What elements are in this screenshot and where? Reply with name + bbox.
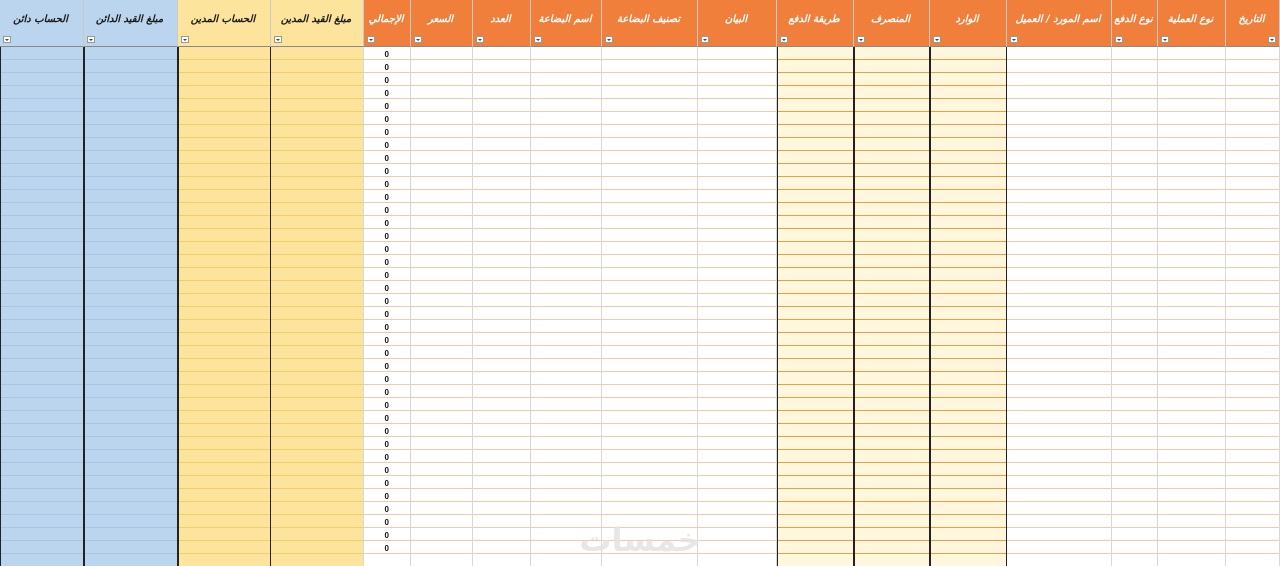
filter-dropdown-icon[interactable] [1161,36,1169,43]
total-cell[interactable]: 0 [384,453,389,462]
column-credit-account [0,0,84,566]
total-cell[interactable]: 0 [384,427,389,436]
total-cell[interactable]: 0 [384,440,389,449]
header-debit-account[interactable] [178,0,271,47]
column-cells[interactable] [1226,47,1280,566]
filter-dropdown-icon[interactable] [414,36,422,43]
total-cell[interactable]: 0 [384,401,389,410]
filter-dropdown-icon[interactable] [274,36,282,43]
total-cell[interactable]: 0 [384,232,389,241]
column-item-category [602,0,698,566]
column-cells[interactable] [271,47,364,566]
filter-dropdown-icon[interactable] [367,36,375,43]
filter-dropdown-icon[interactable] [605,36,613,43]
column-cells[interactable] [777,47,854,566]
header-label: البيان [724,14,748,25]
total-cell[interactable]: 0 [384,414,389,423]
header-total[interactable] [364,0,411,47]
filter-dropdown-icon[interactable] [1268,36,1276,43]
filter-dropdown-icon[interactable] [87,36,95,43]
header-payment-type[interactable] [1112,0,1158,47]
header-label: السعر [427,14,454,25]
total-cell[interactable]: 0 [384,76,389,85]
total-cell[interactable]: 0 [384,128,389,137]
total-cell[interactable]: 0 [384,388,389,397]
header-credit-amount[interactable] [84,0,178,47]
header-debit-amount[interactable] [271,0,364,47]
total-cell[interactable]: 0 [384,89,389,98]
header-price[interactable] [411,0,473,47]
header-label: طريقة الدفع [788,14,840,25]
filter-dropdown-icon[interactable] [3,36,11,43]
header-item-name[interactable] [531,0,602,47]
header-label: تصنيف البضاعة [616,14,681,25]
column-cells[interactable] [473,47,531,566]
header-quantity[interactable] [473,0,531,47]
header-label: مبلغ القيد الدائن [95,14,164,25]
filter-dropdown-icon[interactable] [534,36,542,43]
total-cell[interactable]: 0 [384,297,389,306]
total-cell[interactable]: 0 [384,479,389,488]
total-cell[interactable]: 0 [384,115,389,124]
total-cell[interactable]: 0 [384,518,389,527]
column-cells[interactable] [84,47,178,566]
column-statement [698,0,777,566]
header-incoming[interactable] [930,0,1007,47]
header-label: الوارد [955,14,979,25]
total-cell[interactable]: 0 [384,63,389,72]
header-payment-method[interactable] [777,0,854,47]
header-party-name[interactable] [1007,0,1112,47]
header-label: نوع الدفع [1114,14,1153,25]
column-cells[interactable] [1007,47,1112,566]
watermark-logo: خمسات [579,521,701,559]
total-cell[interactable]: 0 [384,206,389,215]
header-label: المنصرف [870,14,911,25]
header-item-category[interactable] [602,0,698,47]
column-quantity [473,0,531,566]
filter-dropdown-icon[interactable] [857,36,865,43]
header-label: اسم البضاعة [538,14,592,25]
total-cell[interactable]: 0 [384,219,389,228]
total-cell[interactable]: 0 [384,154,389,163]
column-cells[interactable] [854,47,930,566]
column-operation-type [1158,0,1226,566]
total-cell[interactable]: 0 [384,336,389,345]
column-cells[interactable] [698,47,777,566]
header-statement[interactable] [698,0,777,47]
total-cell[interactable]: 0 [384,50,389,59]
column-cells[interactable] [602,47,698,566]
column-cells[interactable] [364,47,411,566]
column-cells[interactable] [531,47,602,566]
column-credit-amount [84,0,178,566]
column-cells[interactable] [930,47,1007,566]
filter-dropdown-icon[interactable] [780,36,788,43]
column-incoming [930,0,1007,566]
header-outgoing[interactable] [854,0,930,47]
total-cell[interactable]: 0 [384,102,389,111]
column-payment-type [1112,0,1158,566]
column-price [411,0,473,566]
total-cell[interactable]: 0 [384,323,389,332]
header-label: نوع العملية [1167,14,1214,25]
filter-dropdown-icon[interactable] [476,36,484,43]
column-debit-account [178,0,271,566]
header-label: الحساب دائن [13,14,68,25]
column-total [364,0,411,566]
total-cell[interactable]: 0 [384,375,389,384]
column-item-name [531,0,602,566]
header-label: التاريخ [1238,14,1265,25]
filter-dropdown-icon[interactable] [1010,36,1018,43]
filter-dropdown-icon[interactable] [933,36,941,43]
total-cell[interactable]: 0 [384,245,389,254]
column-cells[interactable] [411,47,473,566]
header-label: الإجمالي [368,14,404,25]
column-cells[interactable] [178,47,271,566]
column-debit-amount [271,0,364,566]
header-label: الحساب المدين [190,14,256,25]
total-cell[interactable]: 0 [384,310,389,319]
total-cell[interactable]: 0 [384,141,389,150]
header-label: مبلغ القيد المدين [280,14,352,25]
total-cell[interactable]: 0 [384,466,389,475]
column-payment-method [777,0,854,566]
header-label: اسم المورد / العميل [1015,14,1101,25]
column-cells[interactable] [1158,47,1226,566]
column-cells[interactable] [0,47,84,566]
total-cell[interactable]: 0 [384,505,389,514]
total-cell[interactable]: 0 [384,193,389,202]
total-cell[interactable]: 0 [384,258,389,267]
filter-dropdown-icon[interactable] [1115,36,1123,43]
total-cell[interactable]: 0 [384,271,389,280]
column-cells[interactable] [1112,47,1158,566]
filter-dropdown-icon[interactable] [701,36,709,43]
total-cell[interactable]: 0 [384,362,389,371]
total-cell[interactable]: 0 [384,180,389,189]
total-cell[interactable]: 0 [384,349,389,358]
header-operation-type[interactable] [1158,0,1226,47]
header-credit-account[interactable] [0,0,84,47]
column-date [1226,0,1280,566]
header-date[interactable] [1226,0,1280,47]
filter-dropdown-icon[interactable] [181,36,189,43]
column-party-name [1007,0,1112,566]
total-cell[interactable]: 0 [384,531,389,540]
total-cell[interactable]: 0 [384,284,389,293]
total-cell[interactable]: 0 [384,167,389,176]
total-cell[interactable]: 0 [384,544,389,553]
column-outgoing [854,0,930,566]
header-label: العدد [490,14,511,25]
total-cell[interactable]: 0 [384,492,389,501]
